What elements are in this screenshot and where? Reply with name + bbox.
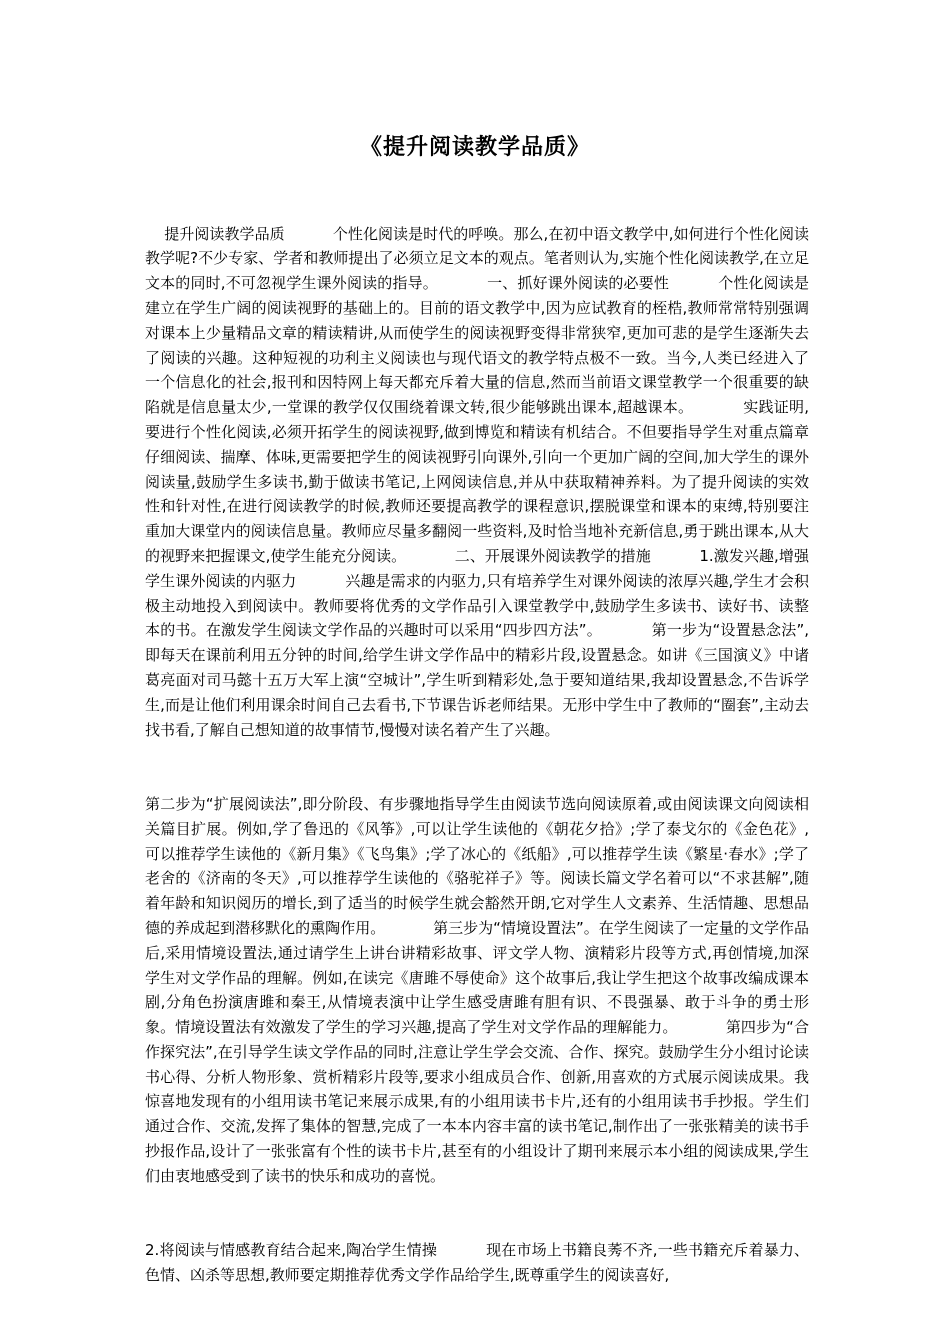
document-body	[145, 172, 809, 1337]
body-paragraph-3: 2.将阅读与情感教育结合起来,陶冶学生情操 现在市场上书籍良莠不齐,一些书籍充斥着暴力、色情、凶杀等思想,教师要定期推荐优秀文学作品给学生,既尊重学生的阅读喜好,	[145, 1241, 809, 1285]
body-paragraph-1: 提升阅读教学品质 个性化阅读是时代的呼唤。那么,在初中语文教学中,如何进行个性化阅读教学呢?不少专家、学者和教师提出了必须立足文本的观点。笔者则认为,实施个性化阅读教学,在立足文本的同时,不可忽视学生课外阅读的指导。 一、抓好课外阅读的必要性 个性化阅读是建立在学生广阔的阅读视野的基础上的。目前的语文教学中,因为应试教育的桎梏,教师常常特别强调对课本上少量精品文章的精读精讲,从而使学生的阅读视野变得非常狭窄,更加可悲的是学生逐渐失去了阅读的兴趣。这种短视的功利主义阅读也与现代语文的教学特点极不一致。当今,人类已经进入了一个信息化的社会,报刊和因特网上每天都充斥着大量的信息,然而当前语文课堂教学一个很重要的缺陷就是信息量太少,一堂课的教学仅仅围绕着课文转,很少能够跳出课本,超越课本。 实践证明,要进行个性化阅读,必须开拓学生的阅读视野,做到博览和精读有机结合。不但要指导学生对重点篇章仔细阅读、揣摩、体味,更需要把学生的阅读视野引向课外,引向一个更加广阔的空间,加大学生的课外阅读量,鼓励学生多读书,勤于做读书笔记,上网阅读信息,并从中获取精神养料。为了提升阅读的实效性和针对性,在进行阅读教学的时候,教师还要提高教学的课程意识,摆脱课堂和课本的束缚,特别要注重加大课堂内的阅读信息量。教师应尽量多翻阅一些资料,及时恰当地补充新信息,勇于跳出课本,从大的视野来把握课文,使学生能充分阅读。 二、开展课外阅读教学的措施 1.激发兴趣,增强学生课外阅读的内驱力 兴趣是需求的内驱力,只有培养学生对课外阅读的浓厚兴趣,学生才会积极主动地投入到阅读中。教师要将优秀的文学作品引入课堂教学中,鼓励学生多读书、读好书、读整本的书。在激发学生阅读文学作品的兴趣时可以采用“四步四方法”。 第一步为“设置悬念法”,即每天在课前利用五分钟的时间,给学生讲文学作品中的精彩片段,设置悬念。如讲《三国演义》中诸葛亮面对司马懿十五万大军上演“空城计”,学生听到精彩处,急于要知道结果,我却设置悬念,不告诉学生,而是让他们利用课余时间自己去看书,下节课告诉老师结果。无形中学生中了教师的“圈套”,主动去找书看,了解自己想知道的故事情节,慢慢对读名着产生了兴趣。	[145, 224, 809, 739]
body-paragraph-2: 第二步为“扩展阅读法”,即分阶段、有步骤地指导学生由阅读节选向阅读原着,或由阅读课文向阅读相关篇目扩展。例如,学了鲁迅的《风筝》,可以让学生读他的《朝花夕拾》;学了泰戈尔的《金色花》,可以推荐学生读他的《新月集》《飞鸟集》;学了冰心的《纸船》,可以推荐学生读《繁星·春水》;学了老舍的《济南的冬天》,可以推荐学生读他的《骆驼祥子》等。阅读长篇文学名着可以“不求甚解”,随着年龄和知识阅历的增长,到了适当的时候学生就会豁然开朗,它对学生人文素养、生活情趣、思想品德的养成起到潜移默化的熏陶作用。 第三步为“情境设置法”。在学生阅读了一定量的文学作品后,采用情境设置法,通过请学生上讲台讲精彩故事、评文学人物、演精彩片段等方式,再创情境,加深学生对文学作品的理解。例如,在读完《唐雎不辱使命》这个故事后,我让学生把这个故事改编成课本剧,分角色扮演唐雎和秦王,从情境表演中让学生感受唐雎有胆有识、不畏强暴、敢于斗争的勇士形象。情境设置法有效激发了学生的学习兴趣,提高了学生对文学作品的理解能力。 第四步为“合作探究法”,在引导学生读文学作品的同时,注意让学生学会交流、合作、探究。鼓励学生分小组讨论读书心得、分析人物形象、赏析精彩片段等,要求小组成员合作、创新,用喜欢的方式展示阅读成果。我惊喜地发现有的小组用读书笔记来展示成果,有的小组用读书卡片,还有的小组用读书手抄报。学生们通过合作、交流,发挥了集体的智慧,完成了一本本内容丰富的读书笔记,制作出了一张张精美的读书手抄报作品,设计了一张张富有个性的读书卡片,甚至有的小组设计了期刊来展示本小组的阅读成果,学生们由衷地感受到了读书的快乐和成功的喜悦。	[145, 794, 809, 1185]
document-title: 《提升阅读教学品质》	[359, 135, 590, 160]
